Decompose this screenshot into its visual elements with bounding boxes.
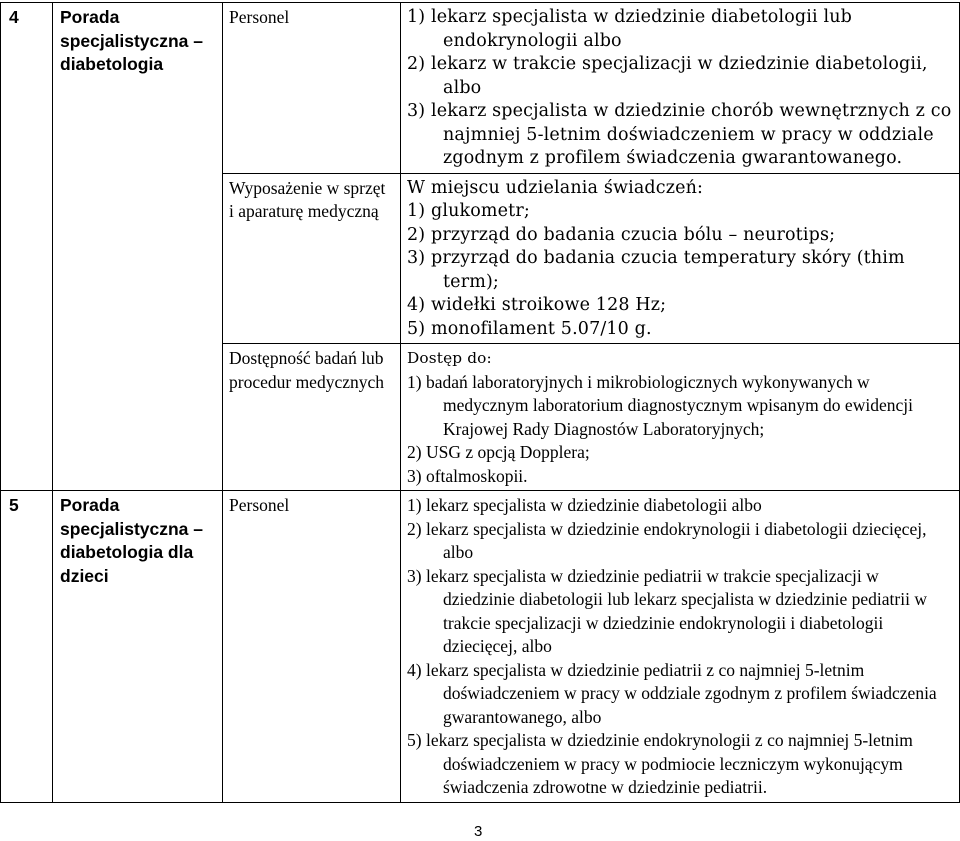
requirements-cell bbox=[401, 344, 960, 491]
category-label: Personel bbox=[223, 3, 401, 174]
section-intro: Dostęp do: bbox=[407, 349, 492, 367]
list-item: 3) przyrząd do badania czucia temperatury skóry (thim term); bbox=[407, 248, 905, 292]
table-row bbox=[1, 3, 960, 174]
section-intro: W miejscu udzielania świadczeń: bbox=[407, 177, 704, 198]
table-row bbox=[1, 491, 960, 803]
list-item: 3) lekarz specjalista w dziedzinie pediatrii w trakcie specjalizacji w dziedzinie diabetologii lub lekarz specjalista w dziedzinie pediatrii w trakcie specjalizacji w dziedzinie endokrynologii i diabetologii dziecięcej, albo bbox=[407, 565, 927, 656]
requirements-cell bbox=[401, 173, 960, 344]
service-name: Porada specjalistyczna – diabetologia bbox=[53, 3, 223, 491]
page-number: 3 bbox=[474, 823, 483, 840]
list-item: 2) USG z opcją Dopplera; bbox=[407, 442, 590, 462]
list-item: 4) widełki stroikowe 128 Hz; bbox=[407, 295, 667, 315]
requirements-table bbox=[0, 2, 960, 803]
list-item: 1) lekarz specjalista w dziedzinie diabetologii lub endokrynologii albo bbox=[407, 7, 852, 51]
service-name: Porada specjalistyczna – diabetologia dla dzieci bbox=[53, 491, 223, 803]
category-label: Wyposażenie w sprzęt i aparaturę medyczną bbox=[223, 173, 401, 344]
list-item: 1) badań laboratoryjnych i mikrobiologicznych wykonywanych w medycznym laboratorium diagnostycznym wpisanym do ewidencji Krajowej Rady Diagnostów Laboratoryjnych; bbox=[407, 371, 913, 439]
requirements-cell bbox=[401, 491, 960, 803]
list-item: 2) przyrząd do badania czucia bólu – neurotips; bbox=[407, 224, 836, 245]
category-label: Personel bbox=[223, 491, 401, 803]
requirements-cell bbox=[401, 3, 960, 174]
category-label: Dostępność badań lub procedur medycznych bbox=[223, 344, 401, 491]
list-item: 2) lekarz specjalista w dziedzinie endokrynologii i diabetologii dziecięcej, albo bbox=[407, 518, 927, 562]
row-number: 5 bbox=[1, 491, 53, 803]
list-item: 5) lekarz specjalista w dziedzinie endokrynologii z co najmniej 5-letnim doświadczeniem w pracy w podmiocie leczniczym wykonującym świadczenia zdrowotne w dziedzinie pediatrii. bbox=[407, 730, 913, 797]
list-item: 1) glukometr; bbox=[407, 201, 530, 221]
list-item: 3) lekarz specjalista w dziedzinie chorób wewnętrznych z co najmniej 5-letnim doświadczeniem w pracy w oddziale zgodnym z profilem świadczenia gwarantowanego. bbox=[407, 101, 952, 168]
list-item: 3) oftalmoskopii. bbox=[407, 465, 528, 486]
list-item: 4) lekarz specjalista w dziedzinie pediatrii z co najmniej 5-letnim doświadczeniem w pracy w oddziale zgodnym z profilem świadczenia gwarantowanego, albo bbox=[407, 659, 937, 727]
row-number: 4 bbox=[1, 3, 53, 491]
list-item: 1) lekarz specjalista w dziedzinie diabetologii albo bbox=[407, 495, 762, 515]
list-item: 2) lekarz w trakcie specjalizacji w dziedzinie diabetologii, albo bbox=[407, 54, 928, 98]
list-item: 5) monofilament 5.07/10 g. bbox=[407, 318, 652, 339]
